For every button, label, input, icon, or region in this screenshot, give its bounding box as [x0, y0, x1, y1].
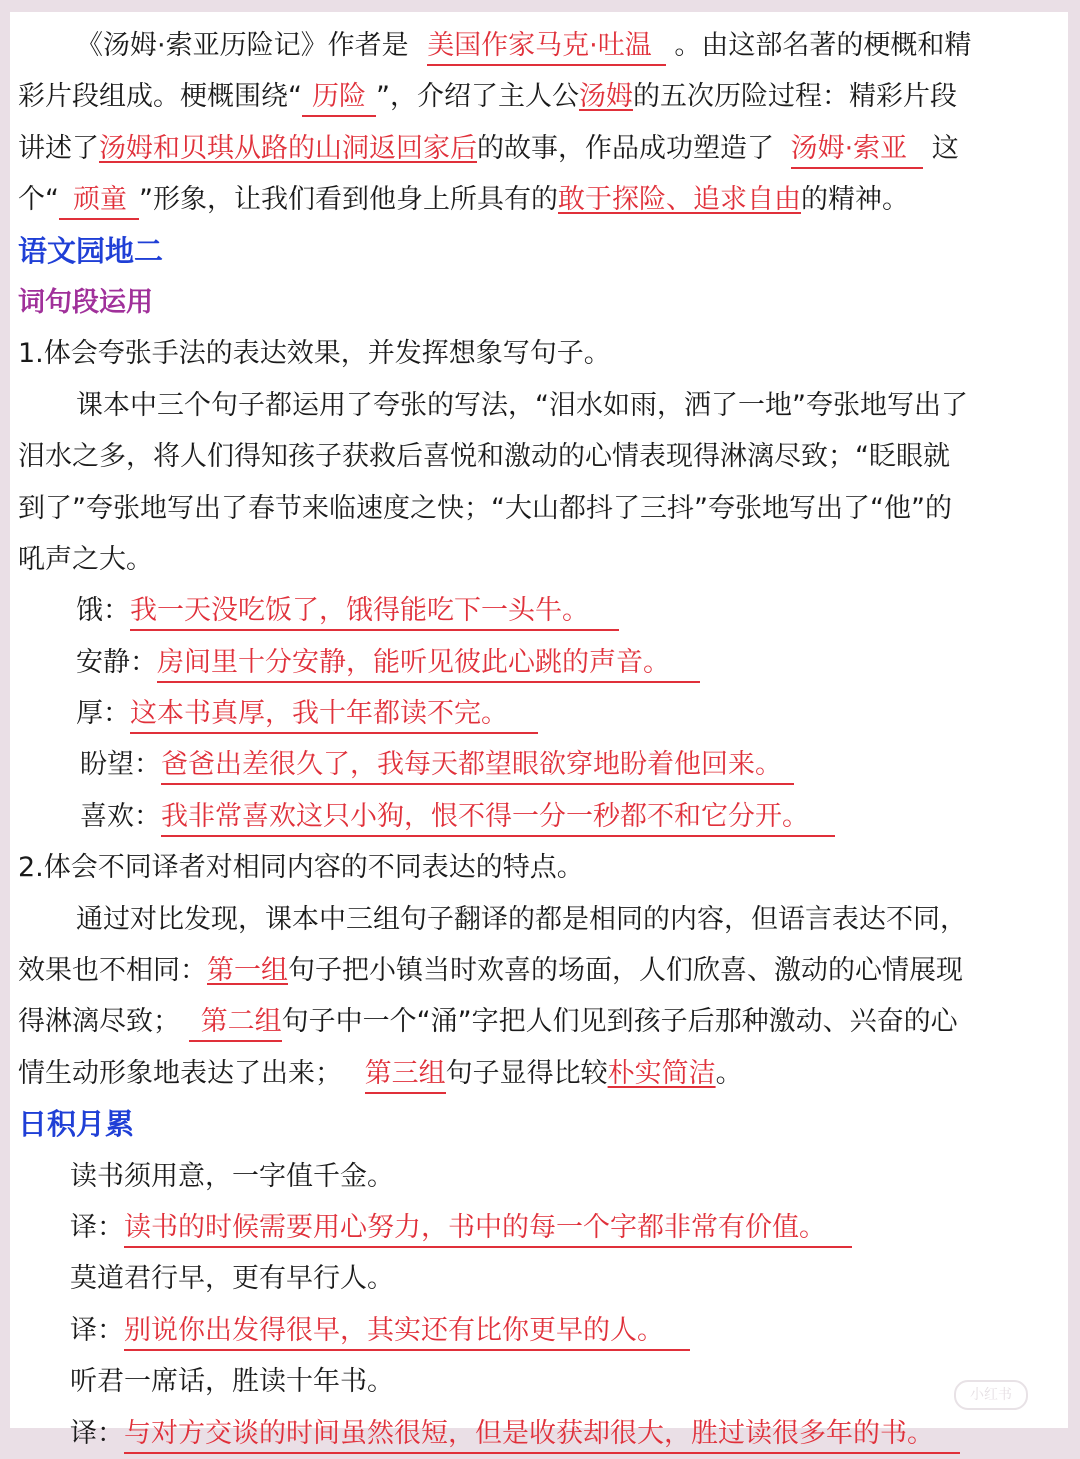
q2-text: 情生动形象地表达了出来；	[18, 1057, 342, 1089]
q2-text: 效果也不相同：	[18, 955, 207, 987]
intro-line-1	[18, 20, 1058, 71]
translation-answer: 读书的时候需要用心努力，书中的每一个字都非常有价值。	[124, 1212, 852, 1248]
q2-paragraph-line	[18, 996, 1058, 1047]
answer-author: 美国作家马克·吐温	[427, 30, 666, 66]
q2-text: 句子把小镇当时欢喜的场面，人们欣喜、激动的心情展现	[288, 955, 963, 987]
intro-text: 《汤姆·索亚历险记》作者是	[76, 30, 409, 61]
q1-paragraph-line: 到了”夸张地写出了春节来临速度之快；“大山都抖了三抖”夸张地写出了“他”的	[18, 492, 952, 524]
intro-text: 的故事，作品成功塑造了	[477, 132, 774, 164]
intro-line-4	[18, 174, 1058, 225]
translation-answer: 与对方交谈的时间虽然很短，但是收获却很大，胜过读很多年的书。	[124, 1418, 960, 1454]
exercise-item	[18, 791, 1058, 842]
exercise-item	[18, 688, 1058, 739]
proverb-text: 读书须用意，一字值千金。	[70, 1160, 394, 1192]
q2-paragraph-line: 通过对比发现，课本中三组句子翻译的都是相同的内容，但语言表达不同，	[76, 903, 967, 935]
answer-group-3: 第三组	[365, 1058, 446, 1094]
q1-paragraph-line: 吼声之大。	[18, 543, 153, 575]
intro-text: 这	[931, 132, 959, 164]
intro-text: ”形象，让我们看到他身上所具有的	[139, 184, 558, 216]
proverb-translation	[18, 1202, 1058, 1253]
section-title: 语文园地二	[18, 233, 164, 268]
answer-group-1: 第一组	[207, 955, 288, 987]
question-2-title: 2.体会不同译者对相同内容的不同表达的特点。	[18, 852, 584, 884]
answer-trait: 顽童	[59, 184, 139, 220]
intro-text: 讲述了	[18, 132, 99, 164]
document-content	[18, 20, 1058, 1459]
intro-text: 。由这部名著的梗概和精	[674, 30, 972, 61]
exercise-item	[18, 585, 1058, 636]
answer-story: 汤姆和贝琪从路的山洞返回家后	[99, 132, 477, 164]
answer-name: 汤姆·索亚	[791, 133, 924, 169]
q2-paragraph-line	[18, 1048, 1058, 1099]
translation-label: 译：	[70, 1211, 124, 1243]
q2-text: 得淋漓尽致；	[18, 1006, 180, 1038]
question-1-title: 1.体会夸张手法的表达效果，并发挥想象写句子。	[18, 338, 611, 370]
intro-text: 个“	[18, 184, 59, 216]
exercise-item	[18, 637, 1058, 688]
exercise-label: 安静：	[76, 646, 157, 678]
section-title-accumulation: 日积月累	[18, 1107, 135, 1142]
exercise-answer: 我一天没吃饭了，饿得能吃下一头牛。	[130, 595, 619, 631]
q2-paragraph-line	[18, 945, 1058, 996]
intro-text: 彩片段组成。梗概围绕“	[18, 81, 302, 113]
exercise-answer: 我非常喜欢这只小狗，恨不得一分一秒都不和它分开。	[161, 801, 835, 837]
exercise-label: 喜欢：	[80, 800, 161, 832]
proverb-text: 莫道君行早，更有早行人。	[70, 1263, 394, 1295]
proverb-translation	[18, 1408, 1058, 1459]
q1-paragraph-line: 课本中三个句子都运用了夸张的写法，“泪水如雨，洒了一地”夸张地写出了	[76, 389, 968, 421]
proverb-text: 听君一席话，胜读十年书。	[70, 1366, 394, 1398]
intro-text: ”，介绍了主人公	[376, 81, 579, 113]
exercise-answer: 爸爸出差很久了，我每天都望眼欲穿地盼着他回来。	[161, 749, 794, 785]
section-subtitle: 词句段运用	[18, 286, 153, 318]
intro-line-3	[18, 123, 1058, 174]
exercise-item	[18, 739, 1058, 790]
answer-hero: 汤姆	[579, 81, 633, 113]
exercise-answer: 房间里十分安静，能听见彼此心跳的声音。	[157, 647, 700, 683]
q1-paragraph-line: 泪水之多，将人们得知孩子获救后喜悦和激动的心情表现得淋漓尽致；“眨眼就	[18, 441, 950, 473]
answer-style-word: 朴实简洁	[607, 1057, 716, 1089]
q2-text: 句子中一个“涌”字把人们见到孩子后那种激动、兴奋的心	[281, 1006, 958, 1038]
translation-label: 译：	[70, 1417, 124, 1449]
answer-group-2: 第二组	[189, 1006, 282, 1042]
intro-text: 的五次历险过程：精彩片段	[633, 81, 957, 113]
intro-line-2	[18, 71, 1058, 122]
translation-label: 译：	[70, 1314, 124, 1346]
translation-answer: 别说你出发得很早，其实还有比你更早的人。	[124, 1315, 690, 1351]
answer-spirit: 敢于探险、追求自由	[558, 184, 801, 216]
exercise-answer: 这本书真厚，我十年都读不完。	[130, 698, 538, 734]
document-page	[10, 12, 1068, 1449]
exercise-label: 饿：	[76, 595, 130, 627]
q2-text: 句子显得比较	[445, 1057, 608, 1089]
exercise-label: 厚：	[76, 698, 130, 730]
watermark-logo: 小红书	[954, 1380, 1028, 1410]
proverb-translation	[18, 1305, 1058, 1356]
intro-text: 的精神。	[801, 184, 909, 216]
exercise-label: 盼望：	[80, 749, 161, 781]
answer-theme: 历险	[302, 81, 376, 117]
q2-text: 。	[715, 1057, 743, 1089]
